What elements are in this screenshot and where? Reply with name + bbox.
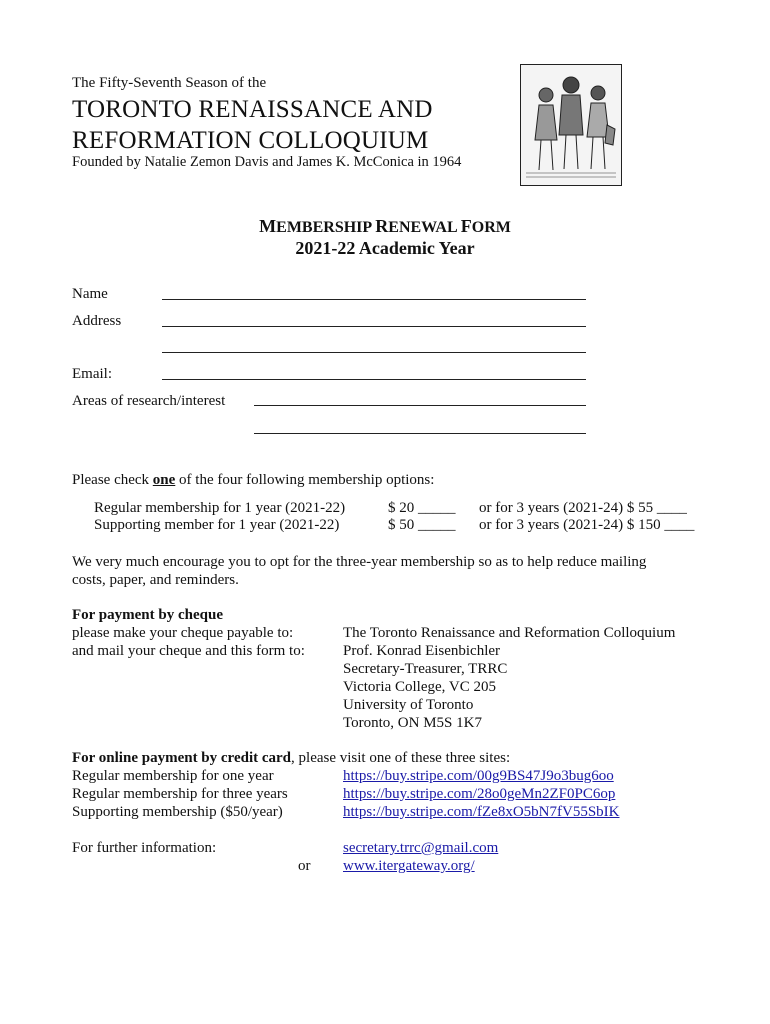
title-cap-f: F: [460, 216, 472, 236]
iter-gateway-link[interactable]: www.itergateway.org/: [343, 858, 475, 874]
founded-line: Founded by Natalie Zemon Davis and James K. McConica in 1964: [72, 154, 462, 170]
areas-field-line-2[interactable]: [254, 433, 586, 434]
cheque-heading: For payment by cheque: [72, 607, 223, 623]
address-line: Prof. Konrad Eisenbichler: [343, 643, 501, 659]
woodcut-illustration: [520, 64, 622, 186]
supporting-3yr-option[interactable]: or for 3 years (2021-24) $ 150 ____: [479, 517, 695, 533]
contact-email-link[interactable]: secretary.trrc@gmail.com: [343, 840, 499, 856]
encourage-line-1: We very much encourage you to opt for the three-year membership so as to help reduce mailing: [72, 554, 647, 570]
title-part-form: ORM: [471, 219, 511, 236]
encourage-line-2: costs, paper, and reminders.: [72, 572, 239, 588]
online-row-label: Supporting membership ($50/year): [72, 804, 283, 820]
online-row-label: Regular membership for one year: [72, 768, 274, 784]
online-heading: [72, 750, 510, 767]
title-line-1: TORONTO RENAISSANCE AND: [72, 96, 433, 123]
online-heading-rest: , please visit one of these three sites:: [291, 750, 511, 766]
address-label: Address: [72, 313, 122, 329]
options-intro-one: one: [152, 472, 176, 488]
further-info-label: For further information:: [72, 840, 217, 856]
title-cap-r: R: [375, 216, 389, 236]
stripe-link-regular-3yr[interactable]: https://buy.stripe.com/28o0geMn2ZF0PC6op: [343, 786, 616, 802]
colloquium-title: [72, 94, 492, 156]
address-field-line-1[interactable]: [162, 326, 586, 327]
areas-field-line-1[interactable]: [254, 405, 586, 406]
address-line: The Toronto Renaissance and Reformation Colloquium: [343, 625, 676, 641]
address-line: Secretary-Treasurer, TRRC: [343, 661, 508, 677]
options-intro: [72, 472, 434, 489]
email-field[interactable]: [162, 379, 586, 380]
title-line-2: REFORMATION COLLOQUIUM: [72, 127, 429, 154]
address-field-line-2[interactable]: [162, 352, 586, 353]
address-line: Victoria College, VC 205: [343, 679, 496, 695]
supporting-1yr-price[interactable]: $ 50 _____: [388, 517, 456, 533]
form-title: [0, 216, 770, 237]
address-line: Toronto, ON M5S 1K7: [343, 715, 482, 731]
cheque-payable: please make your cheque payable to:: [72, 625, 294, 641]
or-separator: or: [298, 858, 311, 874]
regular-1yr-price[interactable]: $ 20 _____: [388, 500, 456, 516]
areas-label: Areas of research/interest: [72, 393, 226, 409]
name-field[interactable]: [162, 299, 586, 300]
academic-year: 2021-22 Academic Year: [295, 238, 475, 258]
name-label: Name: [72, 286, 108, 302]
email-label: Email:: [72, 366, 112, 382]
title-part-renewal: ENEWAL: [388, 219, 461, 236]
stripe-link-supporting[interactable]: https://buy.stripe.com/fZe8xO5bN7fV55SbIK: [343, 804, 620, 820]
address-line: University of Toronto: [343, 697, 474, 713]
title-part-membership: EMBERSHIP: [276, 219, 376, 236]
options-intro-post: of the four following membership options:: [175, 472, 435, 488]
title-cap-m: M: [259, 216, 277, 236]
supporting-option-label: Supporting member for 1 year (2021-22): [94, 517, 340, 533]
options-intro-pre: Please check: [72, 472, 153, 488]
peasants-engraving-icon: [521, 65, 621, 185]
season-line: The Fifty-Seventh Season of the: [72, 75, 267, 91]
online-row-label: Regular membership for three years: [72, 786, 288, 802]
stripe-link-regular-1yr[interactable]: https://buy.stripe.com/00g9BS47J9o3bug6oo: [343, 768, 614, 784]
regular-3yr-option[interactable]: or for 3 years (2021-24) $ 55 ____: [479, 500, 687, 516]
cheque-mail: and mail your cheque and this form to:: [72, 643, 305, 659]
online-heading-bold: For online payment by credit card: [72, 750, 292, 766]
regular-option-label: Regular membership for 1 year (2021-22): [94, 500, 346, 516]
